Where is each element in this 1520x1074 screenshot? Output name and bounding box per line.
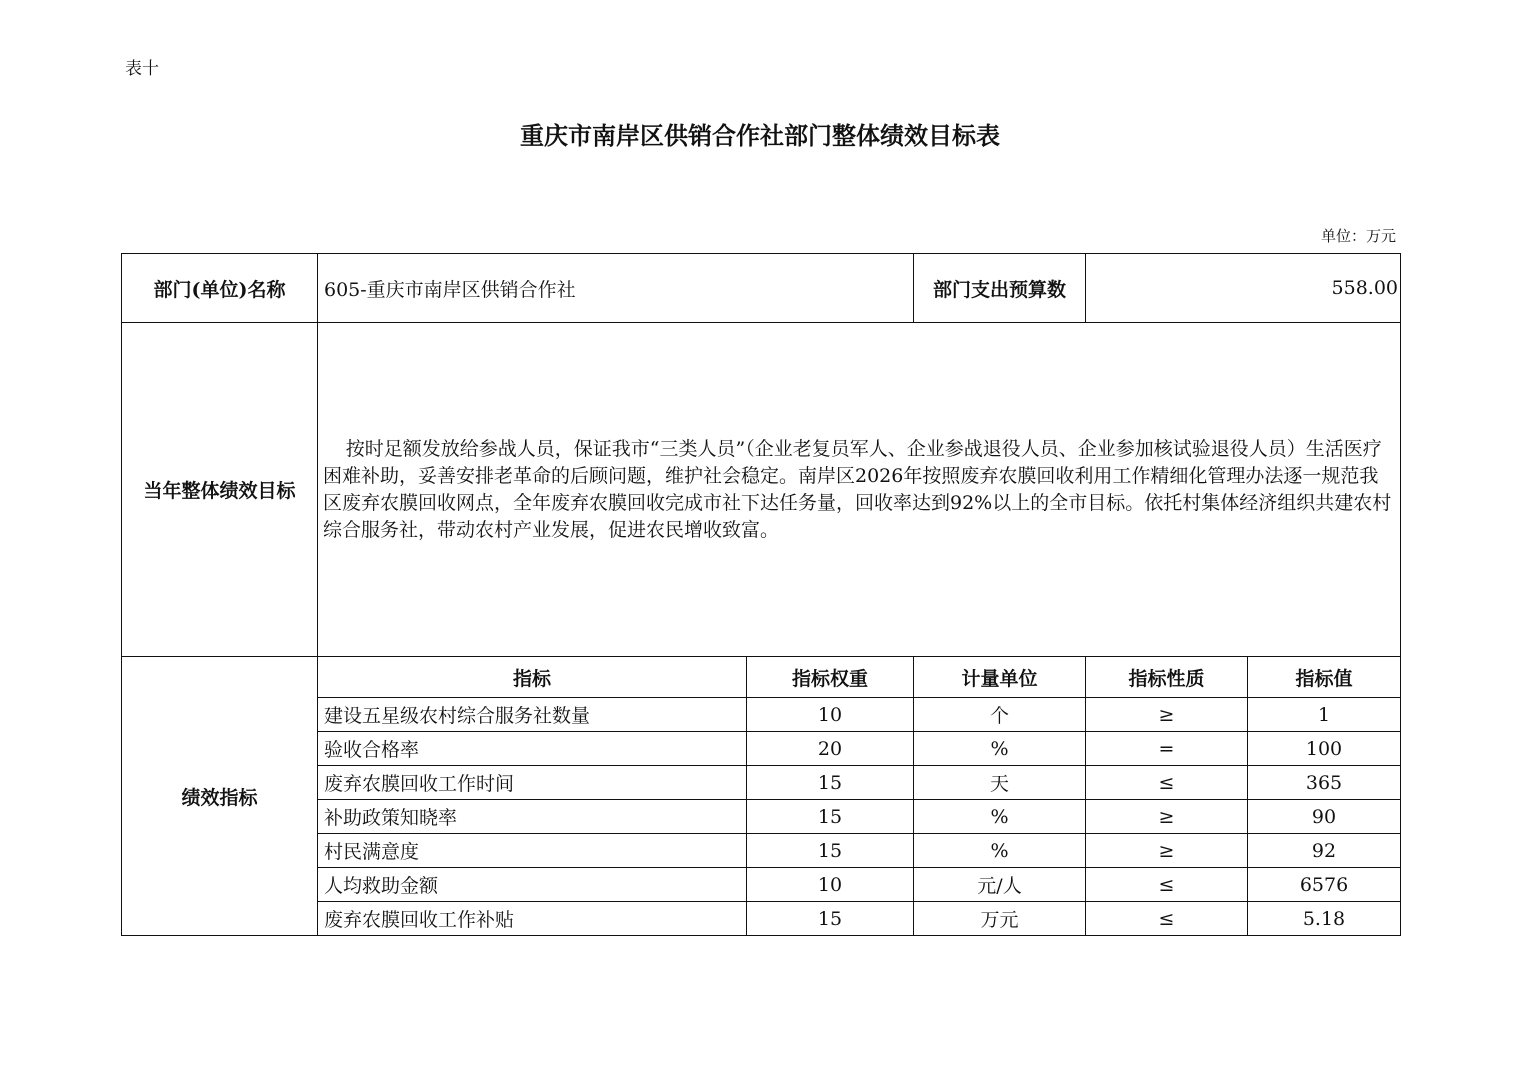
indicator-value: 100 xyxy=(1248,732,1401,766)
indicator-value: 365 xyxy=(1248,766,1401,800)
indicator-value: 92 xyxy=(1248,834,1401,868)
indicator-value: 6576 xyxy=(1248,868,1401,902)
budget-value: 558.00 xyxy=(1086,254,1401,323)
indicator-weight: 15 xyxy=(747,902,914,936)
indicator-nature: ≥ xyxy=(1086,834,1248,868)
indicators-label: 绩效指标 xyxy=(122,657,318,936)
header-indicator: 指标 xyxy=(318,657,747,698)
indicator-name: 废弃农膜回收工作补贴 xyxy=(318,902,747,936)
indicator-unit: % xyxy=(914,732,1086,766)
page-title: 重庆市南岸区供销合作社部门整体绩效目标表 xyxy=(520,121,1000,150)
indicator-unit: 万元 xyxy=(914,902,1086,936)
indicator-value: 1 xyxy=(1248,698,1401,732)
indicator-name: 人均救助金额 xyxy=(318,868,747,902)
indicator-nature: ≤ xyxy=(1086,902,1248,936)
indicator-name: 补助政策知晓率 xyxy=(318,800,747,834)
indicator-name: 验收合格率 xyxy=(318,732,747,766)
indicator-header-row xyxy=(122,657,1401,698)
indicator-weight: 15 xyxy=(747,800,914,834)
indicator-weight: 20 xyxy=(747,732,914,766)
indicator-nature: ≥ xyxy=(1086,698,1248,732)
indicator-nature: = xyxy=(1086,732,1248,766)
goal-text: 按时足额发放给参战人员，保证我市“三类人员”（企业老复员军人、企业参战退役人员、企业参加核试验退役人员）生活医疗困难补助，妥善安排老革命的后顾问题，维护社会稳定。南岸区2026年按照废弃农膜回收利用工作精细化管理办法逐一规范我区废弃农膜回收网点，全年废弃农膜回收完成市社下达任务量，回收率达到92%以上的全市目标。依托村集体经济组织共建农村综合服务社，带动农村产业发展，促进农民增收致富。 xyxy=(318,323,1401,657)
indicator-nature: ≥ xyxy=(1086,800,1248,834)
indicator-weight: 10 xyxy=(747,698,914,732)
doc-tag: 表十 xyxy=(125,59,159,79)
header-weight: 指标权重 xyxy=(747,657,914,698)
unit-label: 单位：万元 xyxy=(1320,227,1396,245)
indicator-weight: 15 xyxy=(747,766,914,800)
header-nature: 指标性质 xyxy=(1086,657,1248,698)
indicator-unit: 天 xyxy=(914,766,1086,800)
indicator-unit: 元/人 xyxy=(914,868,1086,902)
budget-label: 部门支出预算数 xyxy=(914,254,1086,323)
indicator-unit: % xyxy=(914,800,1086,834)
indicator-value: 90 xyxy=(1248,800,1401,834)
header-unit: 计量单位 xyxy=(914,657,1086,698)
dept-name-value: 605-重庆市南岸区供销合作社 xyxy=(318,254,914,323)
indicator-value: 5.18 xyxy=(1248,902,1401,936)
indicator-weight: 15 xyxy=(747,834,914,868)
indicator-name: 村民满意度 xyxy=(318,834,747,868)
indicator-unit: % xyxy=(914,834,1086,868)
indicator-weight: 10 xyxy=(747,868,914,902)
indicator-name: 建设五星级农村综合服务社数量 xyxy=(318,698,747,732)
dept-name-label: 部门(单位)名称 xyxy=(122,254,318,323)
indicator-unit: 个 xyxy=(914,698,1086,732)
goal-label: 当年整体绩效目标 xyxy=(122,323,318,657)
header-value: 指标值 xyxy=(1248,657,1401,698)
indicator-name: 废弃农膜回收工作时间 xyxy=(318,766,747,800)
indicator-nature: ≤ xyxy=(1086,868,1248,902)
performance-table xyxy=(121,253,1401,936)
indicator-nature: ≤ xyxy=(1086,766,1248,800)
